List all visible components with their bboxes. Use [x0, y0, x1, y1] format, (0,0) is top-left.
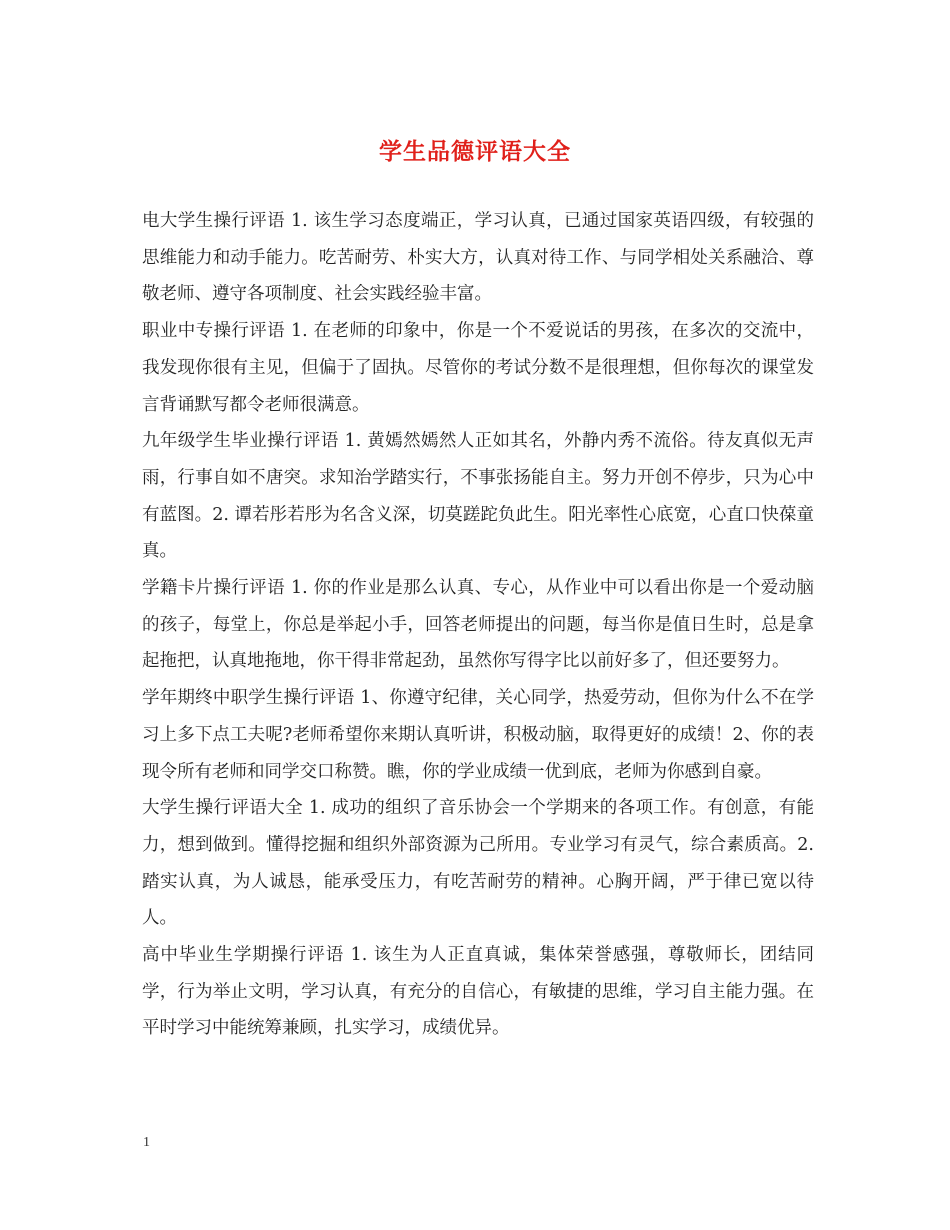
paragraph-student-card: 学籍卡片操行评语 1. 你的作业是那么认真、专心，从作业中可以看出你是一个爱动脑的孩子，每堂上，你总是举起小手，回答老师提出的问题，每当你是值日生时，总是拿起拖把，认真地拖地，你干得非常起劲，虽然你写得字比以前好多了，但还要努力。 — [142, 578, 814, 672]
paragraph-university-collection: 大学生操行评语大全 1. 成功的组织了音乐协会一个学期来的各项工作。有创意，有能力，想到做到。懂得挖掘和组织外部资源为己所用。专业学习有灵气，综合素质高。2. 踏实认真，为人诚恳，能承受压力，有吃苦耐劳的精神。心胸开阔，严于律已宽以待人。 — [142, 798, 814, 929]
paragraph-electric-university: 电大学生操行评语 1. 该生学习态度端正，学习认真，已通过国家英语四级，有较强的思维能力和动手能力。吃苦耐劳、朴实大方，认真对待工作、与同学相处关系融洽、尊敬老师、遵守各项制度、社会实践经验丰富。 — [142, 211, 814, 305]
paragraph-end-of-term: 学年期终中职学生操行评语 1、你遵守纪律，关心同学，热爱劳动，但你为什么不在学习上多下点工夫呢?老师希望你来期认真听讲，积极动脑，取得更好的成绩！2、你的表现令所有老师和同学交口称赞。瞧，你的学业成绩一优到底，老师为你感到自豪。 — [142, 688, 814, 782]
document-title: 学生品德评语大全 — [379, 139, 571, 165]
document-body — [142, 203, 814, 1047]
page-number: 1 — [143, 1135, 150, 1150]
paragraph-ninth-grade: 九年级学生毕业操行评语 1. 黄嫣然嫣然人正如其名，外静内秀不流俗。待友真似无声雨，行事自如不唐突。求知治学踏实行，不事张扬能自主。努力开创不停步，只为心中有蓝图。2. 谭若彤若彤为名含义深，切莫蹉跎负此生。阳光率性心底宽，心直口快葆童真。 — [142, 431, 814, 562]
paragraph-high-school-graduate: 高中毕业生学期操行评语 1. 该生为人正直真诚，集体荣誉感强，尊敬师长，团结同学，行为举止文明，学习认真，有充分的自信心，有敏捷的思维，学习自主能力强。在平时学习中能统筹兼顾，扎实学习，成绩优异。 — [142, 945, 814, 1039]
paragraph-vocational-school: 职业中专操行评语 1. 在老师的印象中，你是一个不爱说话的男孩，在多次的交流中，我发现你很有主见，但偏于了固执。尽管你的考试分数不是很理想，但你每次的课堂发言背诵默写都令老师很满意。 — [142, 321, 814, 415]
